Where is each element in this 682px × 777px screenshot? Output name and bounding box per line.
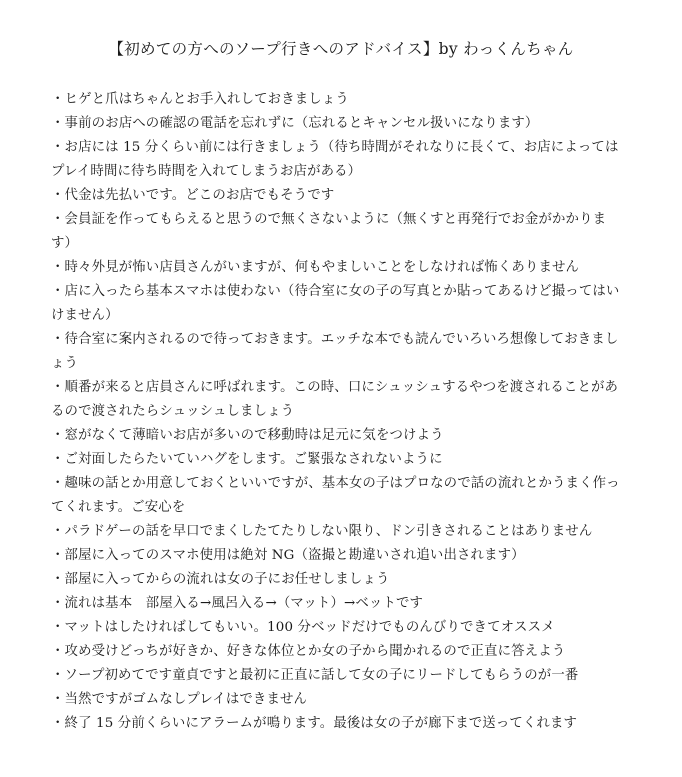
tip-item: ・店に入ったら基本スマホは使わない（待合室に女の子の写真とか貼ってあるけど撮ってはいけません）: [51, 284, 620, 323]
tip-item: ・ソープ初めてです童貞ですと最初に正直に話して女の子にリードしてもらうのが一番: [51, 668, 579, 683]
tip-item: ・趣味の話とか用意しておくといいですが、基本女の子はプロなので話の流れとかうまく作ってくれます。ご安心を: [51, 476, 620, 515]
tip-item: ・部屋に入ってからの流れは女の子にお任せしましょう: [51, 572, 390, 587]
tip-item: ・流れは基本 部屋入る→風呂入る→（マット）→ベットです: [51, 596, 424, 611]
tip-item: ・窓がなくて薄暗いお店が多いので移動時は足元に気をつけよう: [51, 428, 444, 443]
tip-item: ・ヒゲと爪はちゃんとお手入れしておきましょう: [51, 92, 349, 107]
tip-item: ・マットはしたければしてもいい。100 分ベッドだけでものんびりできてオススメ: [51, 620, 555, 635]
tip-item: ・当然ですがゴムなしプレイはできません: [51, 692, 308, 707]
tip-item: ・待合室に案内されるので待っておきます。エッチな本でも読んでいろいろ想像しておきましょう: [51, 332, 619, 371]
tip-item: ・終了 15 分前くらいにアラームが鳴ります。最後は女の子が廊下まで送ってくれます: [51, 716, 578, 731]
tip-item: ・代金は先払いです。どこのお店でもそうです: [51, 188, 335, 203]
tip-item: ・順番が来ると店員さんに呼ばれます。この時、口にシュッシュするやつを渡されることがあるので渡されたらシュッシュしましょう: [51, 380, 619, 419]
tip-item: ・攻め受けどっちが好きか、好きな体位とか女の子から聞かれるので正直に答えよう: [51, 644, 566, 659]
tip-item: ・事前のお店への確認の電話を忘れずに（忘れるとキャンセル扱いになります）: [51, 116, 539, 131]
tip-item: ・部屋に入ってのスマホ使用は絶対 NG（盗撮と勘違いされ追い出されます）: [51, 548, 525, 563]
tip-item: ・パラドゲーの話を早口でまくしたてたりしない限り、ドン引きされることはありません: [51, 524, 593, 539]
document-title: 【初めての方へのソープ行きへのアドバイス】by わっくんちゃん: [108, 40, 574, 58]
tip-item: ・会員証を作ってもらえると思うので無くさないように（無くすと再発行でお金がかかります）: [51, 212, 607, 251]
tip-item: ・ご対面したらたいていハグをします。ご緊張なされないように: [51, 452, 443, 467]
tip-item: ・お店には 15 分くらい前には行きましょう（待ち時間がそれなりに長くて、お店によってはプレイ時間に待ち時間を入れてしまうお店がある）: [51, 140, 619, 179]
tip-item: ・時々外見が怖い店員さんがいますが、何もやましいことをしなければ怖くありません: [51, 260, 580, 275]
tips-list: [51, 88, 626, 736]
